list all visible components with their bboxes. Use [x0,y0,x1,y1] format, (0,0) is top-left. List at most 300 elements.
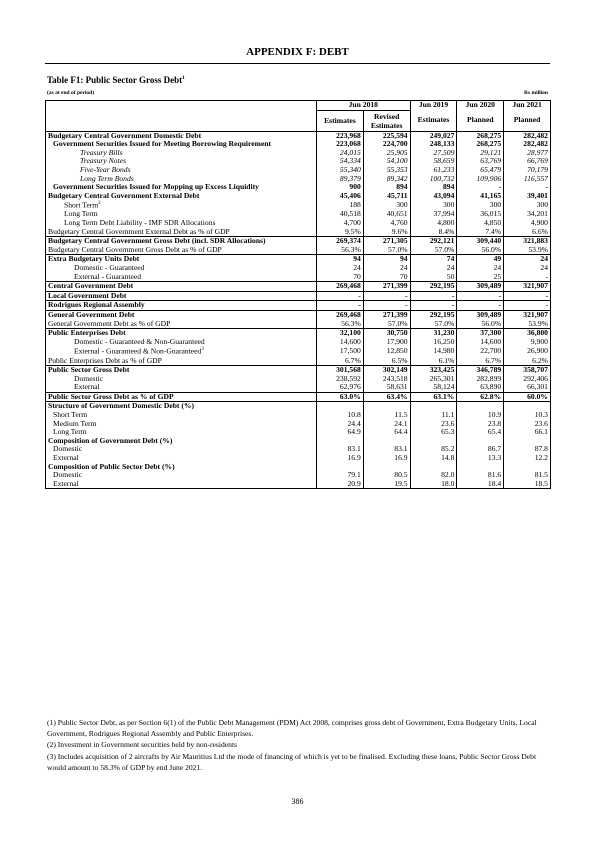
row-value: 63.4% [363,392,410,402]
row-value: 39,401 [504,192,551,201]
row-label-text: External [53,454,79,463]
header-estimates-2018: Estimates [317,110,364,131]
row-value: 34,201 [504,210,551,219]
title-rule [45,63,550,64]
row-value: 27,509 [410,149,457,158]
row-value: - [504,273,551,282]
footnote-ref: 3 [201,347,204,353]
row-value: 9,900 [504,338,551,347]
table-row [46,192,551,201]
table-row [46,338,551,347]
header-blank [46,110,317,131]
row-value: 346,789 [457,366,504,375]
row-value: 6.7% [457,357,504,366]
row-value: 188 [317,200,364,210]
row-value: 14,600 [317,338,364,347]
row-label-text: Extra Budgetary Units Debt [48,254,140,264]
row-value: 238,592 [317,375,364,384]
row-value: 63.0% [317,392,364,402]
table-row [46,183,551,192]
row-value: 9.5% [317,228,364,237]
row-label [46,402,317,411]
row-value: 89,379 [317,175,364,184]
row-value: 223,068 [317,140,364,149]
row-value: 6.5% [363,357,410,366]
header-jun-2019: Jun 2019 [410,101,457,111]
row-value: 11.1 [410,411,457,420]
table-row [46,357,551,366]
row-value: - [457,183,504,192]
row-label [46,237,317,246]
table-row [46,428,551,437]
row-value: 248,133 [410,140,457,149]
table-row [46,320,551,329]
period-note: (as at end of period) [47,90,95,96]
row-value: 65.3 [410,428,457,437]
row-value: - [457,301,504,311]
table-row [46,175,551,184]
row-label-text: Five-Year Bonds [80,165,131,174]
row-value: 271,305 [363,237,410,246]
table-title-footnote: 1 [182,75,185,81]
row-value: 282,482 [504,140,551,149]
row-label-text: External [53,479,79,488]
row-value: 94 [363,255,410,264]
row-value: 43,094 [410,192,457,201]
row-value: 18.4 [457,480,504,489]
table-row [46,166,551,175]
table-row [46,392,551,402]
row-value: 16,250 [410,338,457,347]
row-label-text: Long Term Bonds [80,174,134,183]
row-value: - [317,301,364,311]
row-label [46,166,317,175]
row-label-text: External - Guaranteed & Non-Guaranteed [74,346,202,356]
row-value: 86.7 [457,445,504,454]
row-label-text: Domestic [53,471,83,480]
row-label [46,480,317,489]
row-label [46,463,317,472]
header-row-years [46,101,551,111]
row-value: 6.1% [410,357,457,366]
table-row [46,264,551,273]
table-row [46,383,551,392]
row-value: 65.4 [457,428,504,437]
row-value: 265,301 [410,375,457,384]
row-value: 41,165 [457,192,504,201]
footnote-2: (2) Investment in Government securities held by non-residents [47,740,238,750]
row-value: 321,907 [504,282,551,292]
row-value: 268,275 [457,140,504,149]
row-value: 30,750 [363,329,410,338]
row-label-text: Budgetary Central Government Gross Debt as % of GDP [48,245,222,254]
row-label-text: General Government Debt as % of GDP [48,319,171,328]
row-value: 225,594 [363,131,410,140]
row-value: 4,900 [504,219,551,228]
table-row [46,402,551,411]
row-label [46,471,317,480]
row-value: 62.8% [457,392,504,402]
row-value: 14,600 [457,338,504,347]
debt-table [45,100,551,489]
row-value: 23.6 [410,420,457,429]
row-value: 70 [317,273,364,282]
row-label-text: Government Securities Issued for Meeting Borrowing Requirement [53,140,272,149]
row-value: 29,121 [457,149,504,158]
page-number: 386 [291,797,304,806]
row-value: 22,700 [457,346,504,356]
row-value: 24 [317,264,364,273]
row-value: 58,124 [410,383,457,392]
row-label-text: Long Term Debt Liability - IMF SDR Allocations [64,219,216,228]
row-value: 358,707 [504,366,551,375]
row-value: 24 [504,264,551,273]
row-value: 24,015 [317,149,364,158]
footnotes [47,717,549,773]
row-label [46,282,317,292]
row-value: 56.0% [457,246,504,255]
row-value: 45,711 [363,192,410,201]
header-planned-2021: Planned [504,110,551,131]
table-row [46,246,551,255]
row-value: 282,482 [504,131,551,140]
row-label [46,445,317,454]
row-value: - [504,301,551,311]
row-value: 249,027 [410,131,457,140]
row-label [46,291,317,301]
row-value: 80.5 [363,471,410,480]
row-value: 66,769 [504,157,551,166]
row-value: 4,700 [317,219,364,228]
row-value: 25,905 [363,149,410,158]
row-value: 300 [457,200,504,210]
header-estimates-label: Estimates [370,121,403,131]
row-label [46,428,317,437]
row-label-text: Structure of Government Domestic Debt (%) [48,401,195,411]
table-row [46,480,551,489]
row-label [46,255,317,264]
row-value: 70,179 [504,166,551,175]
row-value: 302,149 [363,366,410,375]
row-value: 40,518 [317,210,364,219]
row-value: 37,994 [410,210,457,219]
row-value: 16.9 [317,454,364,463]
row-label-text: Public Sector Gross Debt as % of GDP [48,392,174,401]
row-value: - [410,291,457,301]
row-value: 268,275 [457,131,504,140]
row-value: 24.4 [317,420,364,429]
row-value: 54,334 [317,157,364,166]
row-label [46,346,317,356]
row-value: 271,399 [363,311,410,320]
row-label [46,357,317,366]
row-value: 4,760 [363,219,410,228]
row-value: 55,353 [363,166,410,175]
table-row [46,131,551,140]
row-value: - [457,291,504,301]
row-value: 89,342 [363,175,410,184]
row-value: 32,100 [317,329,364,338]
row-value: 81.6 [457,471,504,480]
table-row [46,375,551,384]
row-label-text: External - Guaranteed [74,272,142,281]
table-title [47,75,185,85]
row-label [46,392,317,402]
row-value: 57.0% [363,246,410,255]
row-value: 63,890 [457,383,504,392]
row-value: 13.3 [457,454,504,463]
row-label [46,383,317,392]
row-value: 292,195 [410,282,457,292]
row-value: 58,631 [363,383,410,392]
row-value: 9.6% [363,228,410,237]
row-value: 10.3 [504,411,551,420]
row-value: 18.0 [410,480,457,489]
row-value: 269,374 [317,237,364,246]
row-value: 64.9 [317,428,364,437]
row-label [46,183,317,192]
row-label-text: Government Securities Issued for Mopping up Excess Liquidity [53,183,259,192]
header-jun-2021: Jun 2021 [504,101,551,111]
header-jun-2018: Jun 2018 [317,101,411,111]
row-value: 321,883 [504,237,551,246]
row-label [46,311,317,320]
row-label-text: Budgetary Central Government External Debt [48,191,200,200]
table-row [46,420,551,429]
table-row [46,149,551,158]
header-estimates-2019: Estimates [410,110,457,131]
row-value: 14,980 [410,346,457,356]
table-row [46,301,551,311]
row-value: 53.9% [504,320,551,329]
row-label-text: External [74,383,100,392]
row-value: 6.6% [504,228,551,237]
row-value: 301,568 [317,366,364,375]
row-label-text: Budgetary Central Government Gross Debt (incl. SDR Allocations) [48,236,266,246]
row-value: 55,340 [317,166,364,175]
row-value: 309,489 [457,282,504,292]
row-label-text: Central Government Debt [48,281,134,291]
row-value: 49 [457,255,504,264]
header-row-types [46,110,551,131]
row-label-text: Rodrigues Regional Assembly [48,300,145,310]
table-row [46,463,551,472]
row-value: 6.2% [504,357,551,366]
row-value: 292,406 [504,375,551,384]
row-label [46,366,317,375]
row-value: 16.9 [363,454,410,463]
table-row [46,437,551,446]
row-value: 63,769 [457,157,504,166]
row-label-text: Short Term [53,411,88,420]
row-label [46,157,317,166]
row-value: 14.8 [410,454,457,463]
row-label-text: Composition of Public Sector Debt (%) [48,462,175,471]
footnote-3: (3) Includes acquisition of 2 aircrafts by Air Mauritius Ltd the mode of financing of which is yet to be finalised. Excluding these loans, Public Sector Gross Debt would amount to 58.3% of GDP by end June 2021. [47,751,537,772]
row-label-text: Local Government Debt [48,291,127,300]
row-value: - [504,183,551,192]
row-value: 28,977 [504,149,551,158]
row-value: 11.5 [363,411,410,420]
row-value: 292,121 [410,237,457,246]
row-label [46,131,317,140]
footnote-ref: 2 [98,201,101,207]
row-value: 24.1 [363,420,410,429]
row-value: 300 [363,200,410,210]
row-value: 83.1 [317,445,364,454]
row-label-text: General Government Debt [48,310,135,319]
row-label-text: Domestic - Guaranteed & Non-Guaranteed [74,337,205,346]
row-value: - [363,291,410,301]
row-value: 45,406 [317,192,364,201]
header-blank [46,101,317,111]
row-value: 292,195 [410,311,457,320]
appendix-title: APPENDIX F: DEBT [246,46,349,58]
row-value: 94 [317,255,364,264]
row-value: 18.5 [504,480,551,489]
row-label [46,210,317,219]
row-value: 85.2 [410,445,457,454]
row-label [46,200,317,210]
row-value: 25 [457,273,504,282]
row-value: 8.4% [410,228,457,237]
row-label-text: Short Term [64,200,99,210]
table-row [46,200,551,210]
row-value: 56.0% [457,320,504,329]
row-value: 26,900 [504,346,551,356]
row-label-text: Long Term [53,428,87,437]
row-value: - [410,301,457,311]
row-value: 224,700 [363,140,410,149]
row-value: 24 [457,264,504,273]
row-value: 74 [410,255,457,264]
row-label-text: Domestic - Guaranteed [74,264,145,273]
table-row [46,454,551,463]
row-label [46,411,317,420]
row-label [46,338,317,347]
row-label-text: Domestic [53,445,83,454]
row-value: 23.8 [457,420,504,429]
table-row [46,445,551,454]
table-row [46,228,551,237]
row-value: 83.1 [363,445,410,454]
row-value: 65,479 [457,166,504,175]
row-label [46,329,317,338]
row-value: 54,100 [363,157,410,166]
row-label-text: Treasury Notes [80,157,126,166]
row-label [46,420,317,429]
table-row [46,237,551,246]
row-value: 4,800 [410,219,457,228]
row-label-text: Budgetary Central Government Domestic Debt [48,131,202,140]
row-value: 17,500 [317,346,364,356]
row-value: 40,651 [363,210,410,219]
row-value: 10.9 [457,411,504,420]
table-row [46,255,551,264]
row-value: 63.1% [410,392,457,402]
row-value: 81.5 [504,471,551,480]
header-planned-2020: Planned [457,110,504,131]
row-value: 7.4% [457,228,504,237]
row-label [46,175,317,184]
row-value: 60.0% [504,392,551,402]
row-label-text: Long Term [64,210,98,219]
table-row [46,411,551,420]
row-value: 36,800 [504,329,551,338]
row-value: 50 [410,273,457,282]
row-value: 36,015 [457,210,504,219]
row-value: 31,230 [410,329,457,338]
row-label-text: Budgetary Central Government External Debt as % of GDP [48,227,230,236]
table-row [46,157,551,166]
table-row [46,273,551,282]
table-row [46,291,551,301]
row-label [46,149,317,158]
row-value: 61,233 [410,166,457,175]
row-label-text: Medium Term [53,419,97,428]
row-label [46,454,317,463]
row-value: - [317,291,364,301]
table-row [46,329,551,338]
row-value: 57.0% [410,320,457,329]
row-value: 6.7% [317,357,364,366]
row-label-text: Domestic [74,374,104,383]
row-value: 4,850 [457,219,504,228]
row-value: 321,907 [504,311,551,320]
row-value: 53.9% [504,246,551,255]
row-value: - [363,301,410,311]
row-value: 62,976 [317,383,364,392]
row-label [46,273,317,282]
unit-note: Rs million [524,90,548,96]
row-value: 19.5 [363,480,410,489]
header-revised-estimates [363,110,410,131]
row-value: 24 [410,264,457,273]
row-value: 300 [410,200,457,210]
row-label-text: Public Enterprises Debt [48,328,126,338]
row-value: 300 [504,200,551,210]
row-label [46,228,317,237]
table-row [46,346,551,356]
row-value: 24 [363,264,410,273]
row-value: 57.0% [363,320,410,329]
row-value: 243,518 [363,375,410,384]
row-value: 309,489 [457,311,504,320]
table-row [46,282,551,292]
row-value: 66.1 [504,428,551,437]
row-label [46,246,317,255]
row-label-text: Public Sector Gross Debt [48,365,130,375]
row-value: 223,968 [317,131,364,140]
row-label [46,437,317,446]
row-value: - [504,291,551,301]
row-value: 24 [504,255,551,264]
table-row [46,366,551,375]
table-row [46,471,551,480]
row-value: 17,900 [363,338,410,347]
row-label [46,219,317,228]
table-row [46,140,551,149]
row-value: 37,300 [457,329,504,338]
row-value: 109,906 [457,175,504,184]
row-value: 64.4 [363,428,410,437]
header-revised: Revised [374,111,400,121]
row-value: 82.0 [410,471,457,480]
row-value: 56.3% [317,320,364,329]
table-row [46,219,551,228]
row-value: 79.1 [317,471,364,480]
row-value: 70 [363,273,410,282]
